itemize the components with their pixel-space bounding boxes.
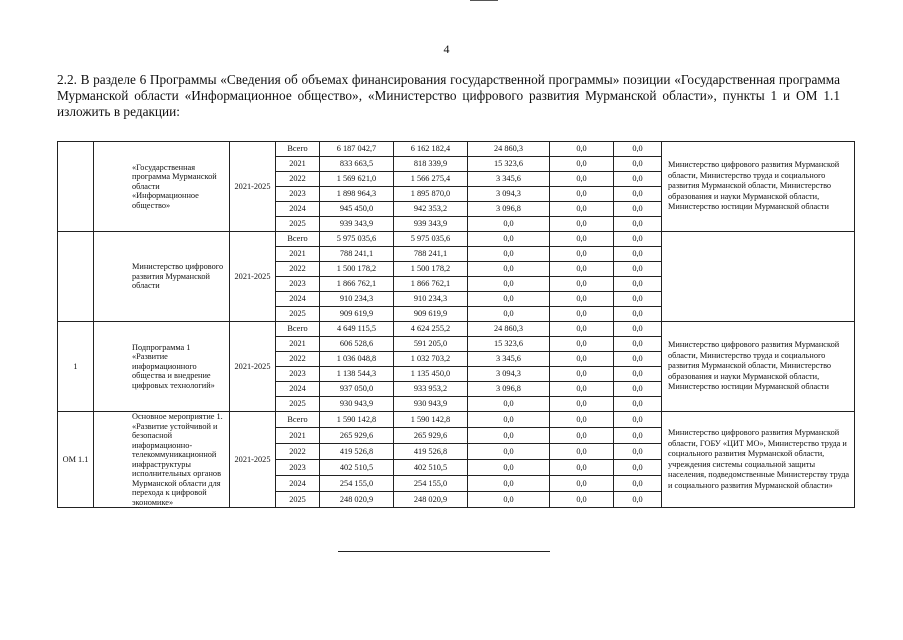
amount-cell-v3: 3 345,6 xyxy=(468,352,550,367)
amount-cell-v2: 6 162 182,4 xyxy=(394,142,468,157)
row-number-cell xyxy=(58,232,94,322)
amount-cell-v5: 0,0 xyxy=(614,187,662,202)
amount-cell-v1: 419 526,8 xyxy=(320,444,394,460)
amount-cell-v5: 0,0 xyxy=(614,277,662,292)
intro-paragraph: 2.2. В разделе 6 Программы «Сведения об объемах финансирования государственной программы» позиции «Государственная программа Мурманской области «Информационное общество», «Министерство цифрового развития Мурманской области», пункты 1 и ОМ 1.1 изложить в редакции: xyxy=(57,72,840,119)
amount-cell-v5: 0,0 xyxy=(614,232,662,247)
amount-cell-v4: 0,0 xyxy=(550,217,614,232)
amount-cell-v5: 0,0 xyxy=(614,397,662,412)
program-name-cell: Министерство цифрового развития Мурманской области xyxy=(94,232,230,322)
amount-cell-v5: 0,0 xyxy=(614,202,662,217)
amount-cell-v5: 0,0 xyxy=(614,444,662,460)
amount-cell-v3: 0,0 xyxy=(468,397,550,412)
footer-rule xyxy=(338,551,550,552)
amount-cell-v5: 0,0 xyxy=(614,352,662,367)
table-row xyxy=(58,412,855,428)
amount-cell-v5: 0,0 xyxy=(614,157,662,172)
amount-cell-v4: 0,0 xyxy=(550,202,614,217)
page-number: 4 xyxy=(443,42,450,56)
amount-cell-v2: 910 234,3 xyxy=(394,292,468,307)
amount-cell-v1: 1 569 621,0 xyxy=(320,172,394,187)
year-cell: 2024 xyxy=(276,292,320,307)
amount-cell-v4: 0,0 xyxy=(550,172,614,187)
amount-cell-v5: 0,0 xyxy=(614,367,662,382)
executor-cell: Министерство цифрового развития Мурманской области, Министерство труда и социального развития Мурманской области, Министерство образования и науки Мурманской области, Министерство юстиции Мурманской области xyxy=(662,142,855,232)
amount-cell-v2: 930 943,9 xyxy=(394,397,468,412)
year-cell: Всего xyxy=(276,142,320,157)
amount-cell-v3: 24 860,3 xyxy=(468,322,550,337)
amount-cell-v2: 402 510,5 xyxy=(394,460,468,476)
amount-cell-v1: 1 036 048,8 xyxy=(320,352,394,367)
amount-cell-v1: 5 975 035,6 xyxy=(320,232,394,247)
amount-cell-v4: 0,0 xyxy=(550,157,614,172)
amount-cell-v2: 1 500 178,2 xyxy=(394,262,468,277)
amount-cell-v5: 0,0 xyxy=(614,247,662,262)
year-cell: 2021 xyxy=(276,157,320,172)
amount-cell-v3: 0,0 xyxy=(468,217,550,232)
amount-cell-v5: 0,0 xyxy=(614,307,662,322)
amount-cell-v3: 0,0 xyxy=(468,444,550,460)
amount-cell-v4: 0,0 xyxy=(550,307,614,322)
top-edge-mark xyxy=(470,0,498,1)
year-cell: 2024 xyxy=(276,476,320,492)
amount-cell-v5: 0,0 xyxy=(614,428,662,444)
amount-cell-v4: 0,0 xyxy=(550,247,614,262)
year-cell: Всего xyxy=(276,232,320,247)
amount-cell-v2: 248 020,9 xyxy=(394,492,468,508)
amount-cell-v1: 265 929,6 xyxy=(320,428,394,444)
year-cell: 2023 xyxy=(276,367,320,382)
amount-cell-v2: 1 866 762,1 xyxy=(394,277,468,292)
amount-cell-v2: 1 032 703,2 xyxy=(394,352,468,367)
amount-cell-v2: 1 895 870,0 xyxy=(394,187,468,202)
amount-cell-v3: 0,0 xyxy=(468,307,550,322)
amount-cell-v3: 0,0 xyxy=(468,476,550,492)
amount-cell-v1: 1 866 762,1 xyxy=(320,277,394,292)
amount-cell-v2: 4 624 255,2 xyxy=(394,322,468,337)
amount-cell-v4: 0,0 xyxy=(550,444,614,460)
table-row xyxy=(58,232,855,247)
period-cell: 2021-2025 xyxy=(230,142,276,232)
financing-table xyxy=(57,141,855,508)
amount-cell-v4: 0,0 xyxy=(550,337,614,352)
year-cell: 2025 xyxy=(276,217,320,232)
year-cell: 2021 xyxy=(276,428,320,444)
table-row xyxy=(58,322,855,337)
amount-cell-v5: 0,0 xyxy=(614,382,662,397)
table-row xyxy=(58,142,855,157)
amount-cell-v5: 0,0 xyxy=(614,262,662,277)
amount-cell-v4: 0,0 xyxy=(550,352,614,367)
period-cell: 2021-2025 xyxy=(230,412,276,508)
amount-cell-v1: 945 450,0 xyxy=(320,202,394,217)
amount-cell-v4: 0,0 xyxy=(550,397,614,412)
amount-cell-v5: 0,0 xyxy=(614,172,662,187)
amount-cell-v2: 591 205,0 xyxy=(394,337,468,352)
program-name-cell: Подпрограмма 1 «Развитие информационного общества и внедрение цифровых технологий» xyxy=(94,322,230,412)
year-cell: Всего xyxy=(276,412,320,428)
amount-cell-v4: 0,0 xyxy=(550,428,614,444)
amount-cell-v1: 1 590 142,8 xyxy=(320,412,394,428)
amount-cell-v2: 909 619,9 xyxy=(394,307,468,322)
amount-cell-v1: 4 649 115,5 xyxy=(320,322,394,337)
year-cell: 2023 xyxy=(276,460,320,476)
year-cell: 2023 xyxy=(276,187,320,202)
amount-cell-v2: 788 241,1 xyxy=(394,247,468,262)
amount-cell-v1: 1 898 964,3 xyxy=(320,187,394,202)
amount-cell-v1: 248 020,9 xyxy=(320,492,394,508)
period-cell: 2021-2025 xyxy=(230,232,276,322)
amount-cell-v3: 0,0 xyxy=(468,262,550,277)
amount-cell-v4: 0,0 xyxy=(550,232,614,247)
amount-cell-v5: 0,0 xyxy=(614,217,662,232)
amount-cell-v1: 930 943,9 xyxy=(320,397,394,412)
amount-cell-v1: 402 510,5 xyxy=(320,460,394,476)
program-name-cell: «Государственная программа Мурманской области «Информационное общество» xyxy=(94,142,230,232)
year-cell: 2022 xyxy=(276,172,320,187)
executor-cell: Министерство цифрового развития Мурманской области, Министерство труда и социального развития Мурманской области, Министерство образования и науки Мурманской области, Министерство юстиции Мурманской области xyxy=(662,322,855,412)
amount-cell-v4: 0,0 xyxy=(550,460,614,476)
amount-cell-v1: 939 343,9 xyxy=(320,217,394,232)
year-cell: 2022 xyxy=(276,352,320,367)
year-cell: 2025 xyxy=(276,397,320,412)
amount-cell-v3: 0,0 xyxy=(468,492,550,508)
year-cell: 2024 xyxy=(276,202,320,217)
amount-cell-v5: 0,0 xyxy=(614,460,662,476)
amount-cell-v2: 5 975 035,6 xyxy=(394,232,468,247)
amount-cell-v1: 1 500 178,2 xyxy=(320,262,394,277)
amount-cell-v5: 0,0 xyxy=(614,492,662,508)
amount-cell-v2: 1 135 450,0 xyxy=(394,367,468,382)
executor-cell xyxy=(662,232,855,322)
amount-cell-v3: 3 096,8 xyxy=(468,382,550,397)
program-name-cell: Основное мероприятие 1. «Развитие устойчивой и безопасной информационно-телекоммуникационной инфраструктуры исполнительных органов Мурманской области для перехода к цифровой экономике» xyxy=(94,412,230,508)
amount-cell-v3: 0,0 xyxy=(468,292,550,307)
amount-cell-v1: 909 619,9 xyxy=(320,307,394,322)
amount-cell-v5: 0,0 xyxy=(614,337,662,352)
amount-cell-v5: 0,0 xyxy=(614,412,662,428)
amount-cell-v3: 0,0 xyxy=(468,277,550,292)
year-cell: Всего xyxy=(276,322,320,337)
amount-cell-v4: 0,0 xyxy=(550,187,614,202)
amount-cell-v4: 0,0 xyxy=(550,382,614,397)
amount-cell-v4: 0,0 xyxy=(550,142,614,157)
amount-cell-v3: 3 096,8 xyxy=(468,202,550,217)
year-cell: 2022 xyxy=(276,262,320,277)
amount-cell-v4: 0,0 xyxy=(550,367,614,382)
year-cell: 2021 xyxy=(276,337,320,352)
amount-cell-v4: 0,0 xyxy=(550,492,614,508)
amount-cell-v1: 1 138 544,3 xyxy=(320,367,394,382)
amount-cell-v1: 910 234,3 xyxy=(320,292,394,307)
amount-cell-v1: 606 528,6 xyxy=(320,337,394,352)
amount-cell-v4: 0,0 xyxy=(550,262,614,277)
row-number-cell: ОМ 1.1 xyxy=(58,412,94,508)
executor-cell: Министерство цифрового развития Мурманской области, ГОБУ «ЦИТ МО», Министерство труда и социального развития Мурманской области, учреждения системы социальной защиты населения, подведомственные Министерству труда и социального развития Мурманской области» xyxy=(662,412,855,508)
amount-cell-v2: 265 929,6 xyxy=(394,428,468,444)
amount-cell-v3: 0,0 xyxy=(468,460,550,476)
amount-cell-v2: 933 953,2 xyxy=(394,382,468,397)
amount-cell-v3: 0,0 xyxy=(468,412,550,428)
year-cell: 2025 xyxy=(276,492,320,508)
amount-cell-v2: 939 343,9 xyxy=(394,217,468,232)
amount-cell-v2: 942 353,2 xyxy=(394,202,468,217)
year-cell: 2022 xyxy=(276,444,320,460)
amount-cell-v3: 0,0 xyxy=(468,428,550,444)
amount-cell-v4: 0,0 xyxy=(550,292,614,307)
amount-cell-v2: 1 566 275,4 xyxy=(394,172,468,187)
amount-cell-v2: 818 339,9 xyxy=(394,157,468,172)
amount-cell-v1: 254 155,0 xyxy=(320,476,394,492)
amount-cell-v2: 1 590 142,8 xyxy=(394,412,468,428)
amount-cell-v4: 0,0 xyxy=(550,277,614,292)
amount-cell-v3: 15 323,6 xyxy=(468,157,550,172)
amount-cell-v1: 6 187 042,7 xyxy=(320,142,394,157)
amount-cell-v3: 0,0 xyxy=(468,232,550,247)
amount-cell-v4: 0,0 xyxy=(550,322,614,337)
amount-cell-v5: 0,0 xyxy=(614,142,662,157)
amount-cell-v5: 0,0 xyxy=(614,322,662,337)
amount-cell-v3: 15 323,6 xyxy=(468,337,550,352)
amount-cell-v5: 0,0 xyxy=(614,476,662,492)
row-number-cell: 1 xyxy=(58,322,94,412)
year-cell: 2025 xyxy=(276,307,320,322)
amount-cell-v3: 3 345,6 xyxy=(468,172,550,187)
amount-cell-v2: 254 155,0 xyxy=(394,476,468,492)
year-cell: 2021 xyxy=(276,247,320,262)
year-cell: 2023 xyxy=(276,277,320,292)
amount-cell-v3: 3 094,3 xyxy=(468,367,550,382)
amount-cell-v1: 788 241,1 xyxy=(320,247,394,262)
amount-cell-v5: 0,0 xyxy=(614,292,662,307)
amount-cell-v2: 419 526,8 xyxy=(394,444,468,460)
amount-cell-v1: 937 050,0 xyxy=(320,382,394,397)
year-cell: 2024 xyxy=(276,382,320,397)
amount-cell-v3: 3 094,3 xyxy=(468,187,550,202)
amount-cell-v3: 0,0 xyxy=(468,247,550,262)
period-cell: 2021-2025 xyxy=(230,322,276,412)
amount-cell-v4: 0,0 xyxy=(550,476,614,492)
amount-cell-v4: 0,0 xyxy=(550,412,614,428)
row-number-cell xyxy=(58,142,94,232)
amount-cell-v1: 833 663,5 xyxy=(320,157,394,172)
amount-cell-v3: 24 860,3 xyxy=(468,142,550,157)
